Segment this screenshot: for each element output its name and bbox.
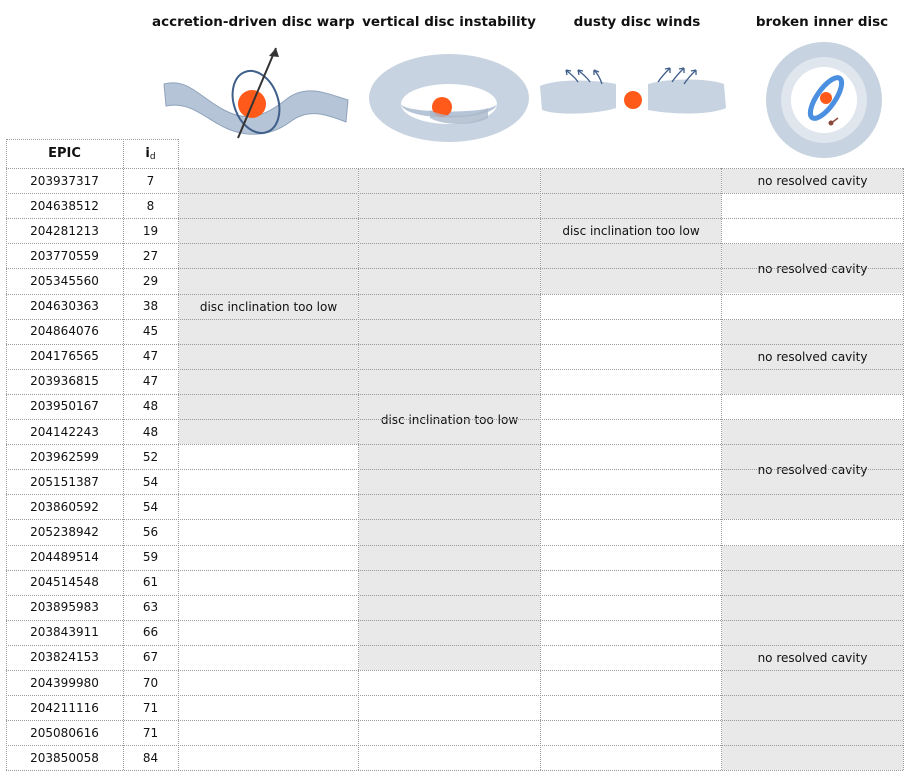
header-broken: broken inner disc [755,14,889,30]
epic-cell: 203860592 [30,499,99,514]
inclination-cell: 47 [142,374,159,389]
inclination-symbol: i [145,146,150,161]
inclination-cell: 27 [142,248,159,263]
column-divider [178,139,179,770]
inclination-cell: 66 [142,625,159,640]
shaded-block-broken-1 [722,169,903,193]
epic-cell: 204211116 [30,700,99,715]
inclination-cell: 48 [142,399,159,414]
epic-cell: 203895983 [30,600,99,615]
inclination-cell: 47 [142,349,159,364]
epic-cell: 204514548 [30,575,99,590]
column-divider [903,168,904,770]
column-divider [540,168,541,770]
inclination-cell: 54 [142,499,159,514]
inclination-cell: 8 [146,198,155,213]
inclination-cell: 71 [142,700,159,715]
epic-cell: 203950167 [30,399,99,414]
inclination-cell: 56 [142,524,159,539]
block-label: no resolved cavity [757,349,868,364]
epic-cell: 205345560 [30,273,99,288]
epic-cell: 204281213 [30,223,99,238]
shaded-block-winds-1 [541,169,721,294]
header-warp: accretion-driven disc warp [152,14,355,30]
block-label: no resolved cavity [757,462,868,477]
epic-cell: 203937317 [30,173,99,188]
inclination-cell: 71 [142,725,159,740]
block-label: no resolved cavity [757,650,868,665]
inclination-cell: 52 [142,449,159,464]
shaded-block-warp-1 [179,169,358,444]
col-header-epic: EPIC [48,146,81,161]
inclination-cell: 19 [142,223,159,238]
epic-cell: 203962599 [30,449,99,464]
block-label: no resolved cavity [757,174,868,189]
epic-cell: 203843911 [30,625,99,640]
inclination-subscript: d [149,151,156,162]
header-winds: dusty disc winds [573,14,701,30]
row-divider [6,770,903,771]
block-label: disc inclination too low [380,412,519,427]
epic-cell: 203850058 [30,750,99,765]
inclination-cell: 61 [142,575,159,590]
epic-cell: 204489514 [30,550,99,565]
inclination-cell: 70 [142,675,159,690]
epic-cell: 203824153 [30,650,99,665]
epic-cell: 204176565 [30,349,99,364]
epic-cell: 205238942 [30,524,99,539]
inclination-cell: 48 [142,424,159,439]
epic-cell: 205080616 [30,725,99,740]
epic-cell: 203770559 [30,248,99,263]
column-divider [358,168,359,770]
epic-cell: 204142243 [30,424,99,439]
inclination-cell: 59 [142,550,159,565]
inclination-cell: 7 [146,173,155,188]
block-label: no resolved cavity [757,261,868,276]
inclination-cell: 67 [142,650,159,665]
shaded-block-broken-16 [722,546,903,771]
column-divider [721,168,722,770]
epic-cell: 205151387 [30,474,99,489]
inclination-cell: 84 [142,750,159,765]
col-header-inclination [124,140,177,167]
epic-cell: 204638512 [30,198,99,213]
shaded-block-broken-7 [722,320,903,394]
inclination-cell: 45 [142,324,159,339]
inclination-cell: 29 [142,273,159,288]
block-label: disc inclination too low [562,224,700,239]
epic-cell: 203936815 [30,374,99,389]
inclination-cell: 63 [142,600,159,615]
block-label: disc inclination too low [199,299,338,314]
inclination-cell: 38 [142,299,159,314]
header-instability: vertical disc instability [362,14,536,30]
inclination-cell: 54 [142,474,159,489]
epic-cell: 204630363 [30,299,99,314]
epic-cell: 204399980 [30,675,99,690]
epic-cell: 204864076 [30,324,99,339]
